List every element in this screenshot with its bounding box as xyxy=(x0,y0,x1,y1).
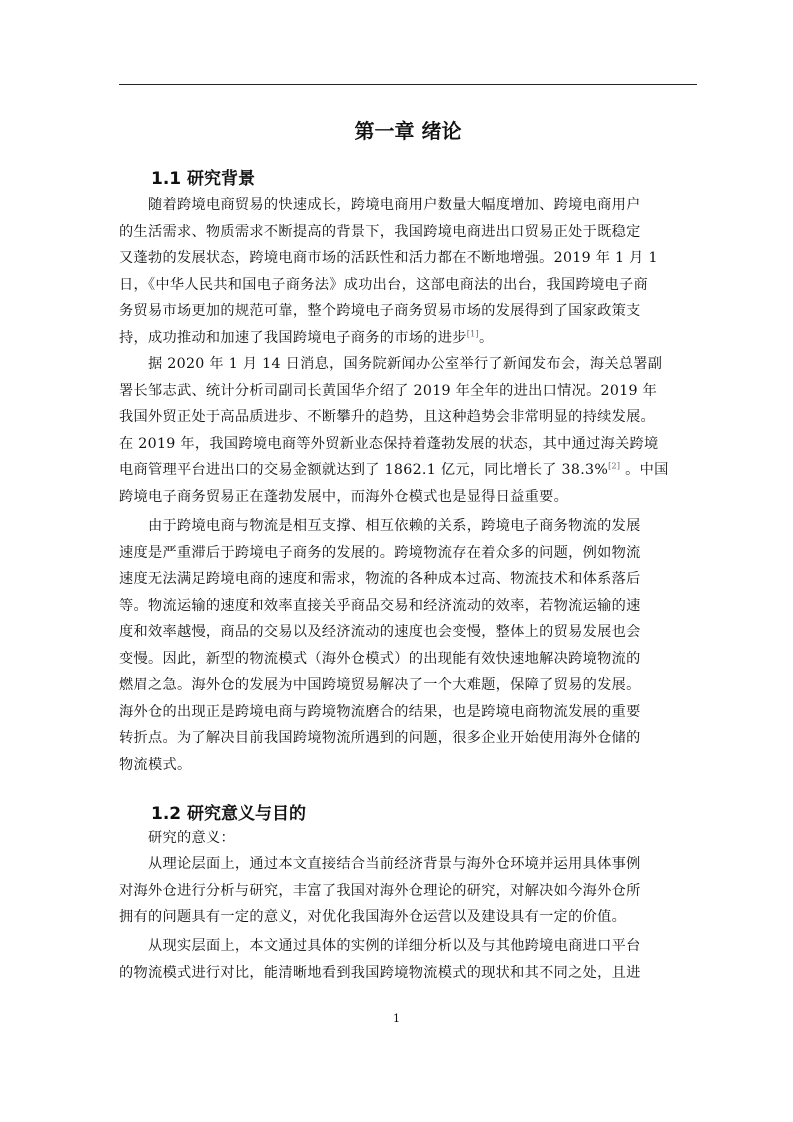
text-line: 日，《中华人民共和国电子商务法》成功出台，这部电商法的出台，我国跨境电子商 xyxy=(119,276,648,293)
text-line: 的物流模式进行对比，能清晰地看到我国跨境物流模式的现状和其不同之处，且进 xyxy=(119,964,641,981)
paragraph xyxy=(119,825,699,852)
text-line: 对海外仓进行分析与研究，丰富了我国对海外仓理论的研究，对解决如今海外仓所 xyxy=(119,882,641,899)
text-line: 转折点。为了解决目前我国跨境物流所遇到的问题，很多企业开始使用海外仓储的 xyxy=(119,730,641,746)
text-line: 物流模式。 xyxy=(119,756,192,773)
paragraph xyxy=(119,192,699,351)
paragraph xyxy=(119,351,699,510)
citation-marker: [2] xyxy=(608,461,621,471)
section-heading-1-1: 1.1 研究背景 xyxy=(151,169,256,189)
text-line: 由于跨境电商与物流是相互支撑、相互依赖的关系，跨境电子商务物流的发展 xyxy=(148,518,641,534)
text-line xyxy=(119,325,699,352)
text-line: 跨境电子商务贸易正在蓬勃发展中，而海外仓模式也是显得日益重要。 xyxy=(119,488,569,505)
text-line: 燃眉之急。海外仓的发展为中国跨境贸易解决了一个大难题，保障了贸易的发展。 xyxy=(119,677,641,693)
paragraph xyxy=(119,851,699,931)
text-line: 据 2020 年 1 月 14 日消息，国务院新闻办公室举行了新闻发布会，海关总署副 xyxy=(148,356,663,372)
text-line-tail: 。中国 xyxy=(620,462,669,478)
citation-marker: [1] xyxy=(466,328,479,338)
text-line-body: 持，成功推动和加速了我国跨境电子商务的市场的进步 xyxy=(119,329,467,346)
text-line: 我国外贸正处于高品质进步、不断攀升的趋势，且这种趋势会非常明显的持续发展。 xyxy=(119,409,656,425)
text-line: 速度是严重滞后于跨境电子商务的发展的。跨境物流存在着众多的问题，例如物流 xyxy=(119,544,641,561)
text-line: 务贸易市场更加的规范可靠，整个跨境电子商务贸易市场的发展得到了国家政策支 xyxy=(119,303,641,319)
text-line: 署长邹志武、统计分析司副司长黄国华介绍了 2019 年全年的进出口情况。2019 年 xyxy=(119,382,658,399)
text-line: 从现实层面上，本文通过具体的实例的详细分析以及与其他跨境电商进口平台 xyxy=(148,938,641,954)
header-rule xyxy=(119,84,697,85)
section-heading-1-2: 1.2 研究意义与目的 xyxy=(151,804,307,824)
text-line: 随着跨境电商贸易的快速成长，跨境电商用户数量大幅度增加、跨境电商用户 xyxy=(148,197,641,213)
chapter-title: 第一章 绪论 xyxy=(354,119,462,143)
text-line: 从理论层面上，通过本文直接结合当前经济背景与海外仓环境并运用具体事例 xyxy=(148,856,641,872)
text-line: 度和效率越慢，商品的交易以及经济流动的速度也会变慢，整体上的贸易发展也会 xyxy=(119,624,641,640)
text-line: 又蓬勃的发展状态，跨境电商市场的活跃性和活力都在不断地增强。2019 年 1 月 1 xyxy=(119,250,658,266)
text-line: 等。物流运输的速度和效率直接关乎商品交易和经济流动的效率，若物流运输的速 xyxy=(119,597,641,614)
text-line: 变慢。因此，新型的物流模式（海外仓模式）的出现能有效快速地解决跨境物流的 xyxy=(119,650,641,667)
text-line: 研究的意义： xyxy=(148,830,235,846)
paragraph xyxy=(119,513,699,778)
text-line: 拥有的问题具有一定的意义，对优化我国海外仓运营以及建设具有一定的价值。 xyxy=(119,909,627,925)
text-line: 速度无法满足跨境电商的速度和需求，物流的各种成本过高、物流技术和体系落后 xyxy=(119,571,641,587)
text-line-tail: 。 xyxy=(478,329,494,346)
paragraph xyxy=(119,933,699,986)
text-line-body: 电商管理平台进出口的交易金额就达到了 1862.1 亿元，同比增长了 38.3% xyxy=(119,462,609,478)
text-line: 在 2019 年，我国跨境电商等外贸新业态保持着蓬勃发展的状态，其中通过海关跨境 xyxy=(119,435,659,452)
text-line: 海外仓的出现正是跨境电商与跨境物流磨合的结果，也是跨境电商物流发展的重要 xyxy=(119,703,641,720)
page-number: 1 xyxy=(393,1012,400,1025)
text-line xyxy=(119,457,699,484)
text-line: 的生活需求、物质需求不断提高的背景下，我国跨境电商进出口贸易正处于既稳定 xyxy=(119,223,641,240)
